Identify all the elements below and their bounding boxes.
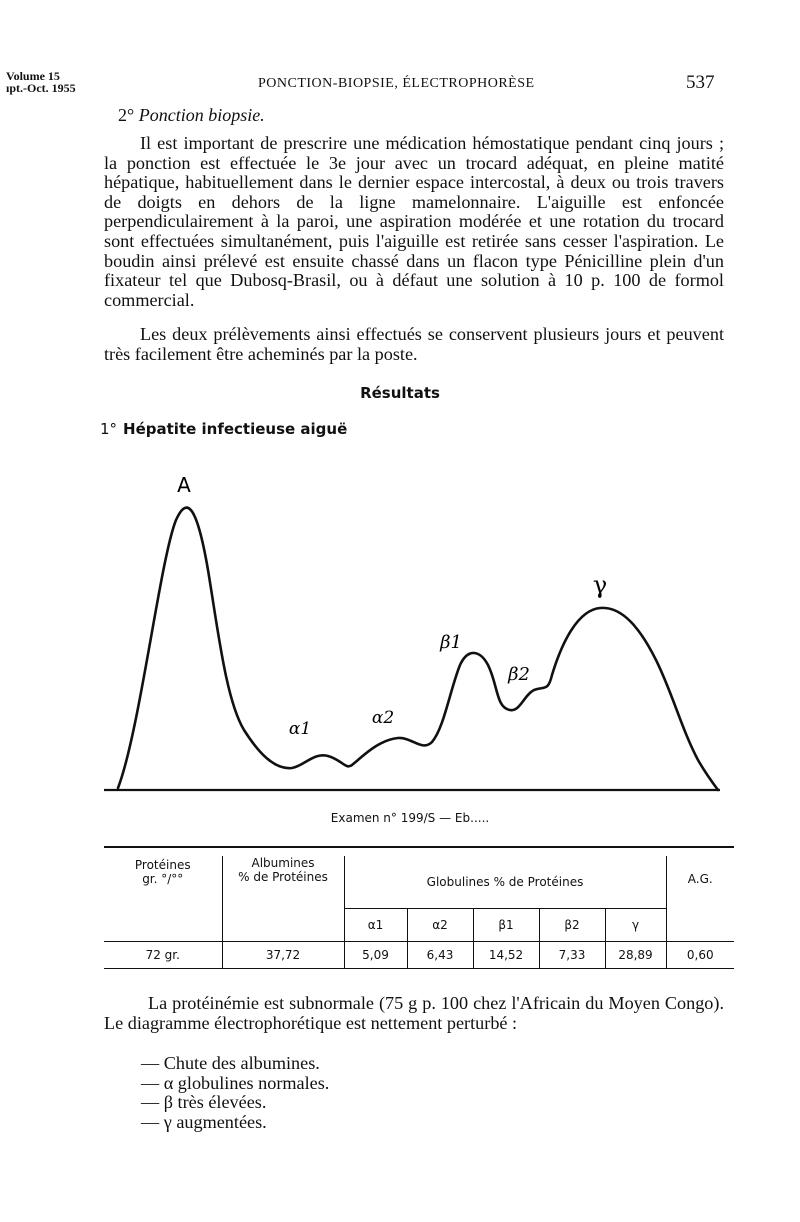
- volume-label: Volume 15: [6, 69, 60, 83]
- issue-label: ıpt.-Oct. 1955: [6, 81, 76, 95]
- cell-proteines: 72 gr.: [104, 942, 222, 969]
- paragraph-procedure: [104, 134, 724, 310]
- paragraph-conclusion: [104, 994, 724, 1033]
- list-item: — γ augmentées.: [141, 1111, 267, 1132]
- label-alpha2: α2: [371, 708, 395, 728]
- section-title: Ponction biopsie.: [138, 105, 265, 125]
- subsection-heading: [100, 420, 347, 438]
- subsection-number: 1°: [100, 420, 118, 438]
- header-globulines: Globulines % de Protéines: [344, 856, 666, 909]
- header-albumines: [222, 856, 344, 942]
- header-albumines-label: Albumines: [251, 856, 315, 870]
- running-title: PONCTION-BIOPSIE, ÉLECTROPHORÈSE: [258, 76, 535, 91]
- subheader-alpha1: α1: [344, 909, 407, 942]
- list-item: — Chute des albumines.: [141, 1053, 320, 1073]
- table-data-row: [104, 942, 734, 969]
- label-gamma: γ: [592, 571, 608, 599]
- findings-list: [141, 1054, 329, 1132]
- protein-table: [104, 846, 734, 969]
- cell-ag: 0,60: [666, 942, 734, 969]
- cell-alpha1: 5,09: [344, 942, 407, 969]
- section-number: 2°: [118, 105, 135, 125]
- electrophoresis-curve: [0, 460, 800, 805]
- subheader-beta1: β1: [473, 909, 539, 942]
- label-beta1: β1: [440, 632, 462, 653]
- volume-issue: [6, 70, 76, 94]
- exam-caption: Examen n° 199/S — Eb.....: [330, 811, 490, 825]
- table-top-rule: [104, 847, 734, 856]
- label-alpha1: α1: [288, 719, 312, 739]
- paragraph-conclusion-text: La protéinémie est subnormale (75 g p. 100 chez l'Africain du Moyen Congo). Le diagramme électrophorétique est nettement perturbé :: [104, 993, 724, 1033]
- subheader-beta2: β2: [539, 909, 605, 942]
- cell-albumines: 37,72: [222, 942, 344, 969]
- paragraph-storage: [104, 325, 724, 364]
- list-item: — α globulines normales.: [141, 1072, 330, 1093]
- header-proteines: [104, 856, 222, 942]
- subsection-title: Hépatite infectieuse aiguë: [123, 420, 348, 438]
- header-proteines-unit: gr. °/°°: [142, 872, 184, 886]
- label-beta2: β2: [508, 664, 530, 685]
- header-albumines-unit: % de Protéines: [238, 870, 328, 884]
- subheader-alpha2: α2: [407, 909, 473, 942]
- cell-alpha2: 6,43: [407, 942, 473, 969]
- header-proteines-label: Protéines: [134, 858, 191, 872]
- cell-gamma: 28,89: [605, 942, 666, 969]
- section-heading: [118, 105, 265, 126]
- page-number: 537: [686, 72, 715, 93]
- label-albumin: A: [177, 473, 191, 497]
- subheader-gamma: γ: [605, 909, 666, 942]
- paragraph-storage-text: Les deux prélèvements ainsi effectués se conservent plusieurs jours et peuvent très facilement être acheminés par la poste.: [104, 324, 724, 364]
- header-ag: A.G.: [687, 872, 713, 886]
- cell-beta1: 14,52: [473, 942, 539, 969]
- protein-curve: [118, 508, 718, 790]
- table-header-row: [104, 856, 734, 909]
- results-heading: Résultats: [360, 384, 440, 402]
- cell-beta2: 7,33: [539, 942, 605, 969]
- paragraph-procedure-text: Il est important de prescrire une médication hémostatique pendant cinq jours ; la ponction est effectuée le 3e jour avec un trocard adéquat, en pleine matité hépatique, habituellement dans le dernier espace intercostal, à deux ou trois travers de doigts en dehors de la ligne mamelonnaire. L'aiguille est enfoncée perpendiculairement à la paroi, une aspiration modérée et une rotation du trocard sont effectuées simultanément, puis l'aiguille est retirée sans cesser l'aspiration. Le boudin ainsi prélevé est ensuite chassé dans un flacon type Pénicilline plein d'un fixateur tel que Dubosq-Brasil, ou à défaut une solution à 10 p. 100 de formol commercial.: [104, 133, 724, 310]
- list-item: — β très élevées.: [141, 1092, 267, 1113]
